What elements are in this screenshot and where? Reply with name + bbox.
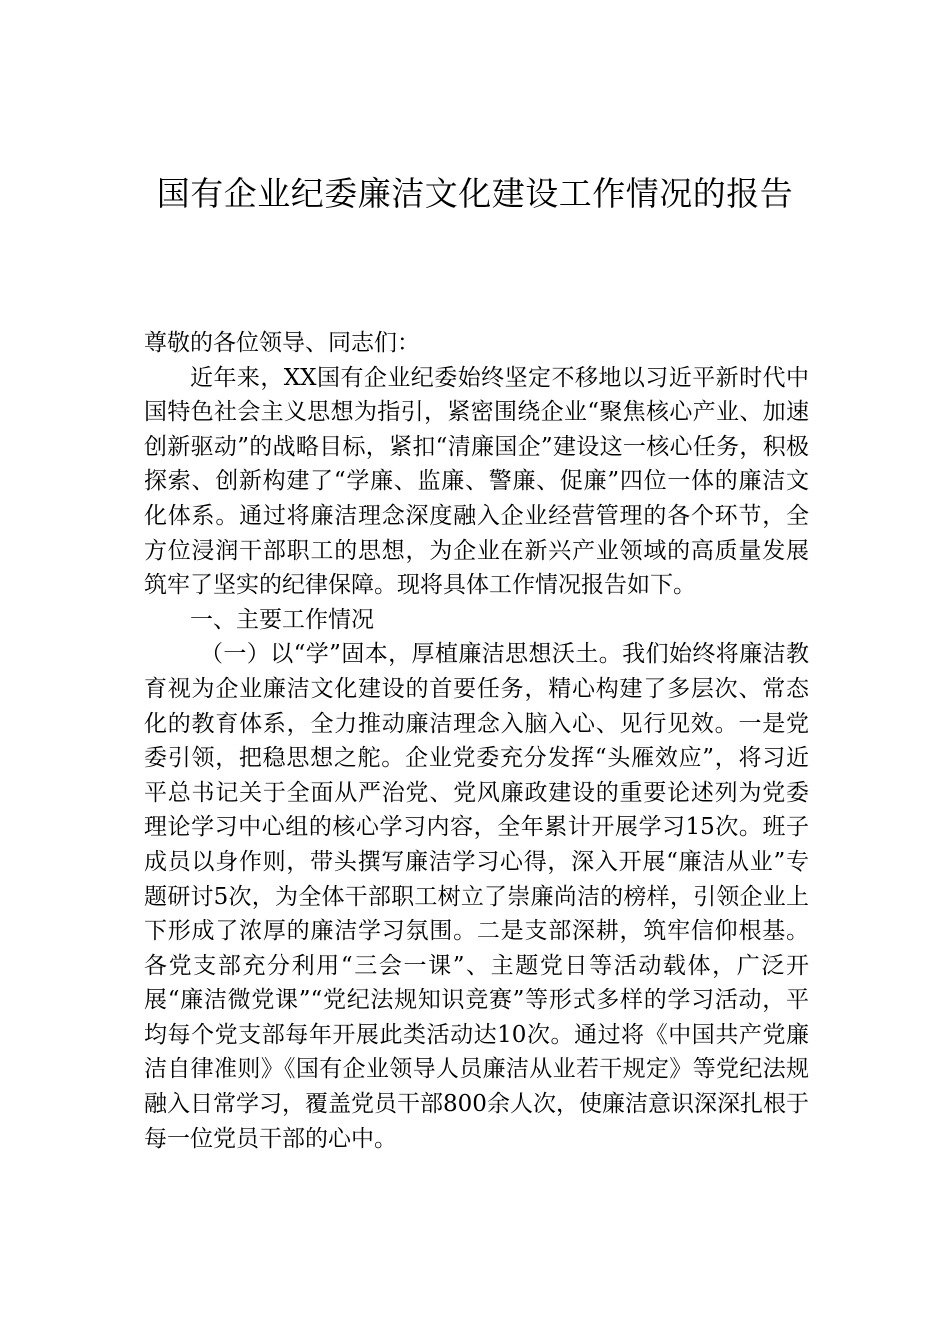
intro-paragraph: 近年来，XX国有企业纪委始终坚定不移地以习近平新时代中国特色社会主义思想为指引，紧密围绕企业“聚焦核心产业、加速创新驱动”的战略目标，紧扣“清廉国企”建设这一核心任务，积极探索、创新构建了“学廉、监廉、警廉、促廉”四位一体的廉洁文化体系。通过将廉洁理念深度融入企业经营管理的各个环节，全方位浸润干部职工的思想，为企业在新兴产业领域的高质量发展筑牢了坚实的纪律保障。现将具体工作情况报告如下。: [144, 364, 809, 599]
section-heading: 一、主要工作情况: [190, 606, 374, 633]
document-body: [144, 326, 809, 1156]
salutation: 尊敬的各位领导、同志们：: [144, 330, 420, 356]
document-title: 国有企业纪委廉洁文化建设工作情况的报告: [156, 174, 794, 213]
subsection-paragraph: （一）以“学”固本，厚植廉洁思想沃土。我们始终将廉洁教育视为企业廉洁文化建设的首要任务，精心构建了多层次、常态化的教育体系，全力推动廉洁理念入脑入心、见行见效。一是党委引领，把稳思想之舵。企业党委充分发挥“头雁效应”，将习近平总书记关于全面从严治党、党风廉政建设的重要论述列为党委理论学习中心组的核心学习内容，全年累计开展学习15次。班子成员以身作则，带头撰写廉洁学习心得，深入开展“廉洁从业”专题研讨5次，为全体干部职工树立了崇廉尚洁的榜样，引领企业上下形成了浓厚的廉洁学习氛围。二是支部深耕，筑牢信仰根基。各党支部充分利用“三会一课”、主题党日等活动载体，广泛开展“廉洁微党课”“党纪法规知识竞赛”等形式多样的学习活动，平均每个党支部每年开展此类活动达10次。通过将《中国共产党廉洁自律准则》《国有企业领导人员廉洁从业若干规定》等党纪法规融入日常学习，覆盖党员干部800余人次，使廉洁意识深深扎根于每一位党员干部的心中。: [144, 641, 809, 1152]
